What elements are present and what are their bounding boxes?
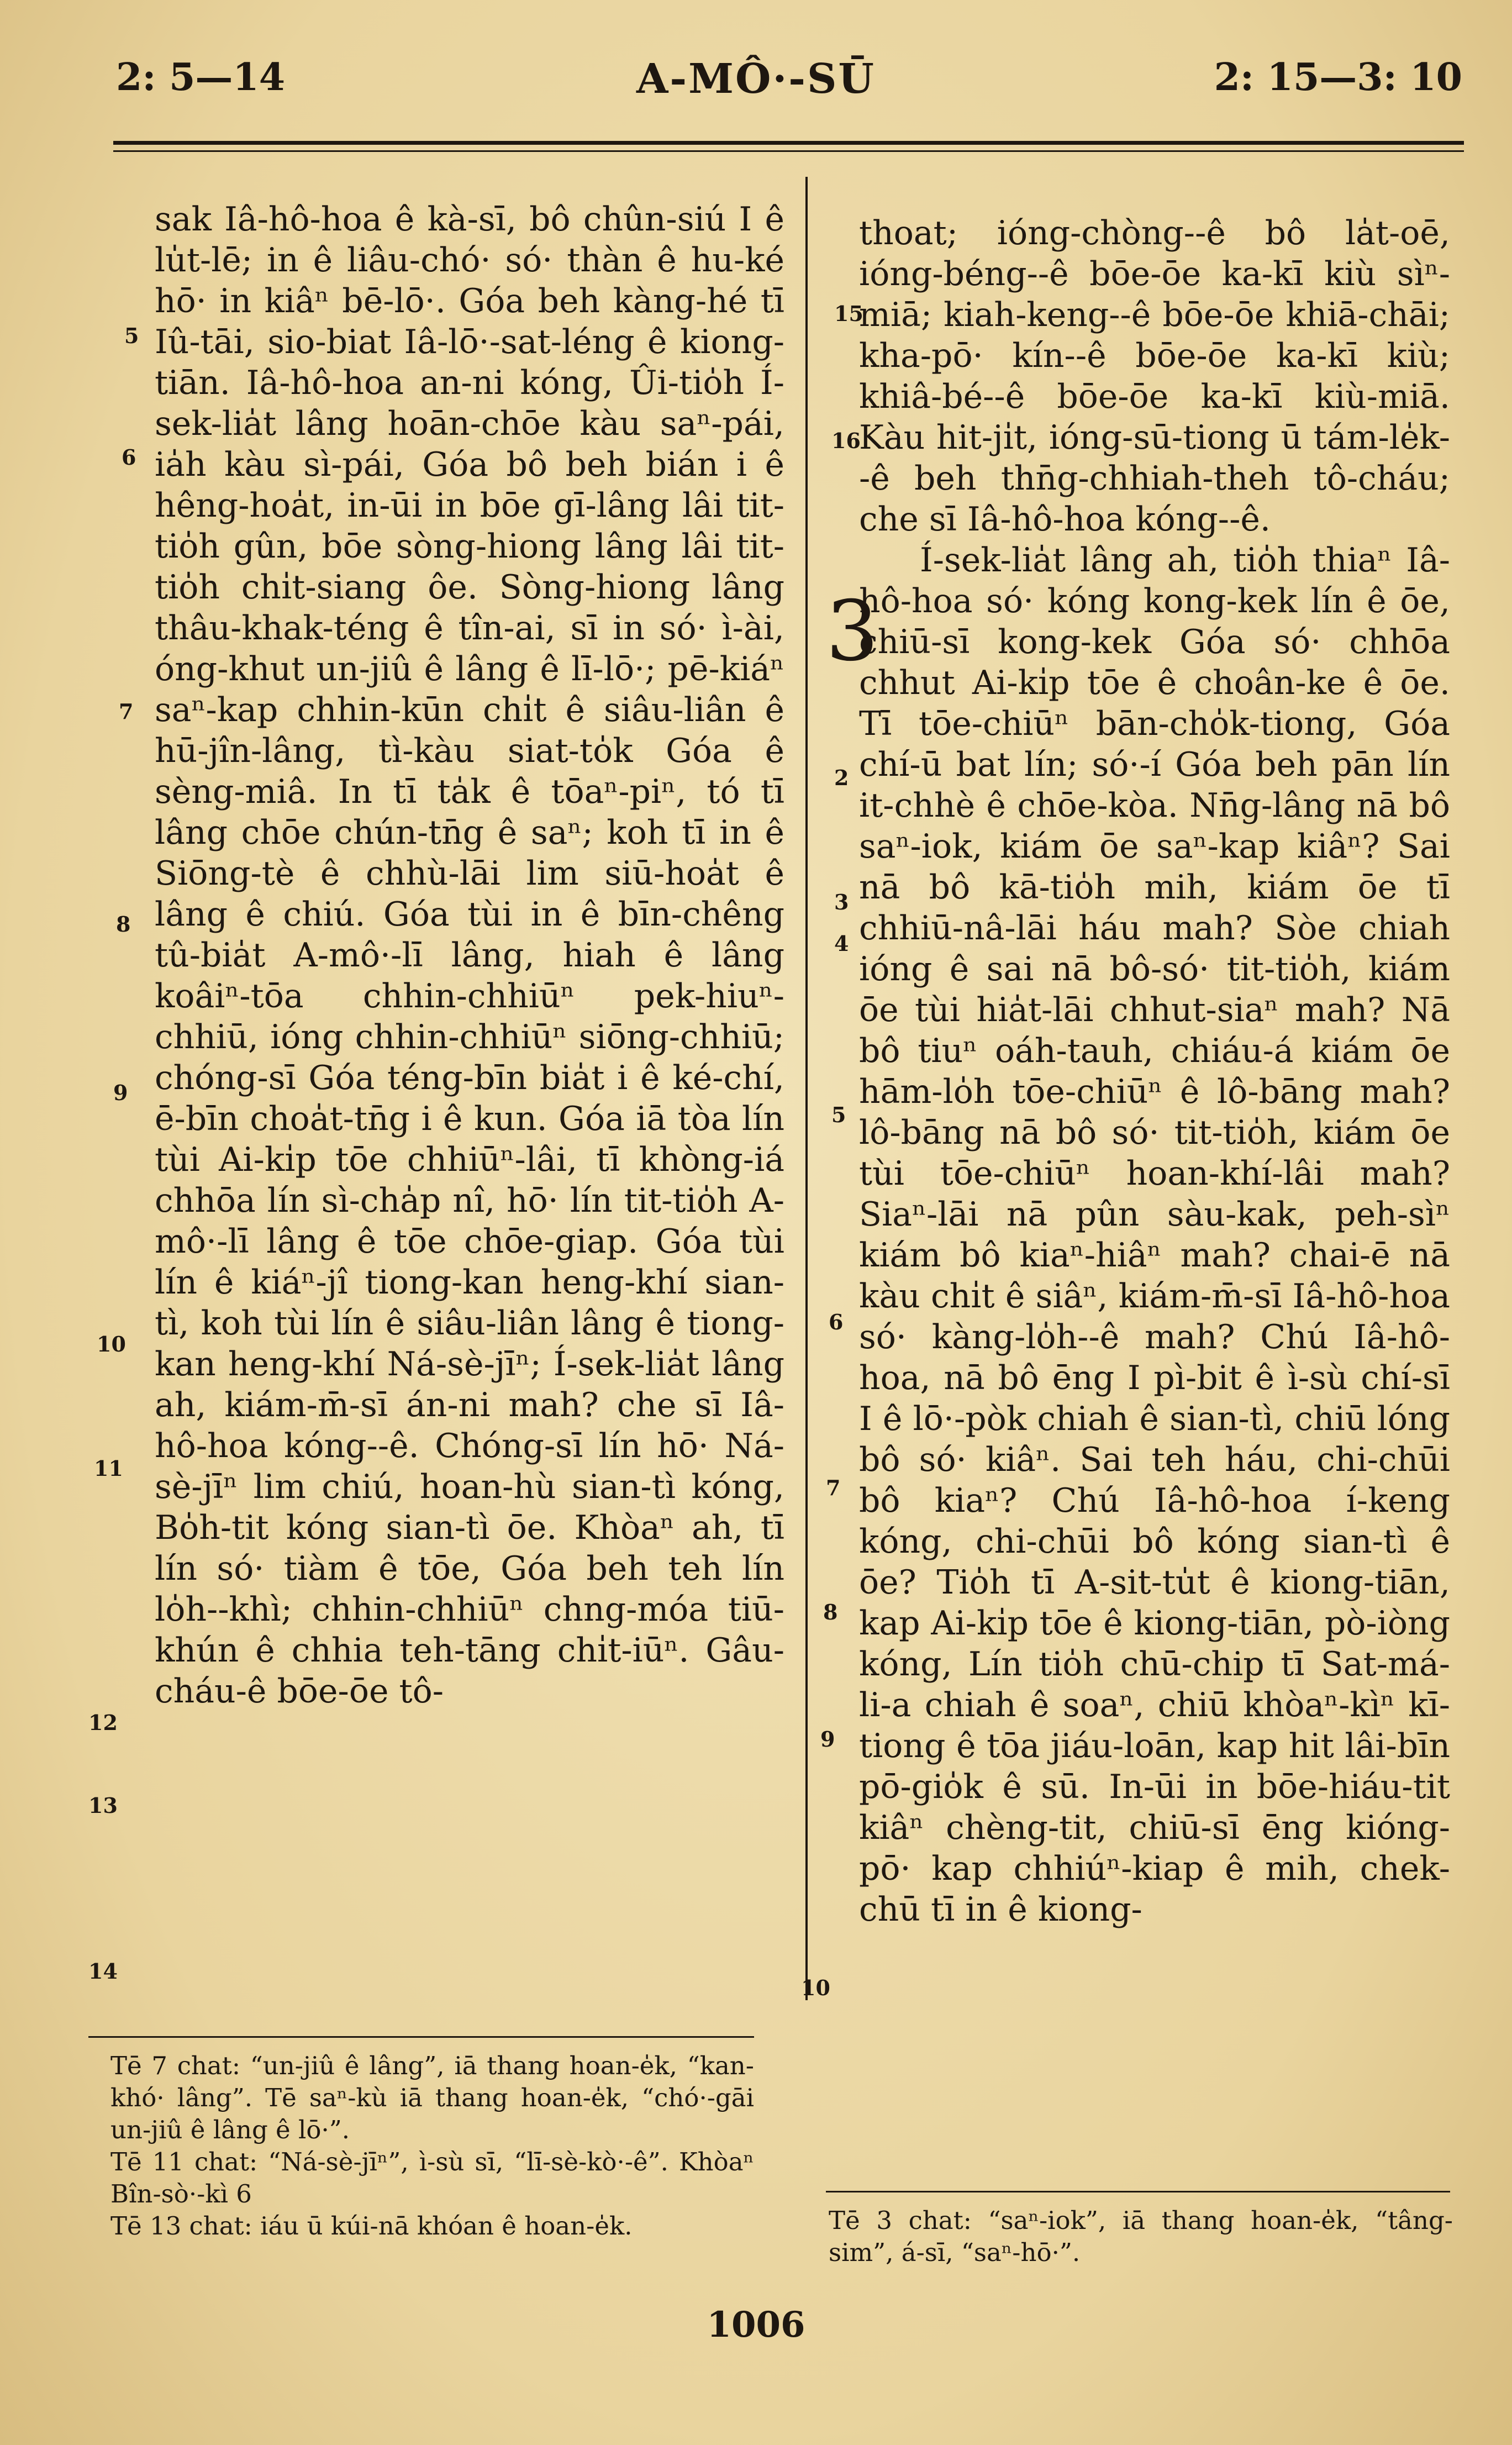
verse-number: 13 xyxy=(88,1793,118,1818)
footnotes-left xyxy=(110,2050,754,2242)
left-column-paragraph: sak Iâ-hô-hoa ê kà-sī, bô chûn-siú I ê lu̍t-lē; in ê liâu-chó· só· thàn ê hu-ké hō· in kiâⁿ bē-lō·. Góa beh kàng-hé tī Iû-tāi, sio-biat Iâ-lō·-sat-léng ê kiong-tiān. Iâ-hô-hoa an-ni kóng, Ûi-tio̍h Í-sek-lia̍t lâng hoān-chōe kàu saⁿ-pái, ia̍h kàu sì-pái, Góa bô beh bián i ê hêng-hoa̍t, in-ūi in bōe gī-lâng lâi tit-tio̍h gûn, bōe sòng-hiong lâng lâi tit-tio̍h chi̍t-siang ôe. Sòng-hiong lâng thâu-khak-téng ê tîn-ai, sī in só· ì-ài, óng-khut un-jiû ê lâng ê lī-lō·; pē-kiáⁿ saⁿ-kap chhin-kūn chi̍t ê siâu-liân ê hū-jîn-lâng, tì-kàu siat-to̍k Góa ê sèng-miâ. In tī ta̍k ê tōaⁿ-piⁿ, tó tī lâng chōe chún-tn̄g ê saⁿ; koh tī in ê Siōng-tè ê chhù-lāi lim siū-hoa̍t ê lâng ê chiú. Góa tùi in ê bīn-chêng tû-bia̍t A-mô·-lī lâng, hiah ê lâng koâiⁿ-tōa chhin-chhiūⁿ pek-hiuⁿ-chhiū, ióng chhin-chhiūⁿ siōng-chhiū; chóng-sī Góa téng-bīn bia̍t i ê ké-chí, ē-bīn choa̍t-tn̄g i ê kun. Góa iā tòa lín tùi Ai-ki̍p tōe chhiūⁿ-lâi, tī khòng-iá chhōa lín sì-cha̍p nî, hō· lín tit-tio̍h A-mô·-lī lâng ê tōe chōe-giap. Góa tùi lín ê kiáⁿ-jî tiong-kan heng-khí sian-tì, koh tùi lín ê siâu-liân lâng ê tiong-kan heng-khí Ná-sè-jīⁿ; Í-sek-lia̍t lâng ah, kiám-m̄-sī án-ni mah? che sī Iâ-hô-hoa kóng--ê. Chóng-sī lín hō· Ná-sè-jīⁿ lim chiú, hoan-hù sian-tì kóng, Bo̍h-tit kóng sian-tì ōe. Khòaⁿ ah, tī lín só· tiàm ê tōe, Góa beh teh lín lo̍h--khì; chhin-chhiūⁿ chng-móa tiū-khún ê chhia teh-tāng chi̍t-iūⁿ. Gâu-cháu-ê bōe-ōe tô- xyxy=(155,200,784,1711)
verse-number: 16 xyxy=(831,428,861,453)
verse-number: 4 xyxy=(834,931,849,956)
footnote: Tē 3 chat: “saⁿ-iok”, iā thang hoan-e̍k, “tâng-sim”, á-sī, “saⁿ-hō·”. xyxy=(829,2206,1453,2267)
footnote-rule-left xyxy=(88,2036,754,2038)
verse-number: 5 xyxy=(831,1102,846,1127)
verse-number: 7 xyxy=(119,699,134,724)
chapter-number: 3 xyxy=(826,583,879,680)
footnotes-right xyxy=(829,2205,1453,2269)
header-verse-range-left: 2: 5—14 xyxy=(116,55,286,99)
footnote: Tē 7 chat: “un-jiû ê lâng”, iā thang hoan-e̍k, “kan-khó· lâng”. Tē saⁿ-kù iā thang hoan-e̍k, “chó·-gāi un-jiû ê lâng ê lō·”. xyxy=(110,2051,754,2144)
verse-number: 5 xyxy=(124,323,139,348)
verse-number: 10 xyxy=(97,1332,126,1356)
page-number: 1006 xyxy=(707,2304,805,2346)
header-book-title: A-MÔ·-SŪ xyxy=(636,55,876,103)
verse-number: 15 xyxy=(834,301,863,326)
verse-number: 9 xyxy=(820,1727,835,1752)
verse-number: 11 xyxy=(94,1456,123,1481)
verse-number: 6 xyxy=(829,1310,844,1334)
verse-number: 2 xyxy=(834,765,849,790)
verse-number: 12 xyxy=(88,1710,118,1735)
footnote: Tē 13 chat: iáu ū kúi-nā khóan ê hoan-e̍k. xyxy=(110,2211,633,2241)
verse-number: 8 xyxy=(823,1600,838,1624)
verse-number: 6 xyxy=(122,445,136,470)
column-divider xyxy=(805,177,808,2000)
right-column-paragraph-before-chapter: thoat; ióng-chòng--ê bô la̍t-oē, ióng-béng--ê bōe-ōe ka-kī kiù sìⁿ-miā; kiah-keng--ê bōe-ōe khiā-chāi; kha-pō· kín--ê bōe-ōe ka-kī kiù; khiâ-bé--ê bōe-ōe ka-kī kiù-miā. Kàu hit-ji̍t, ióng-sū-tiong ū tám-le̍k--ê beh thn̄g-chhiah-theh tô-cháu; che sī Iâ-hô-hoa kóng--ê. xyxy=(859,214,1450,539)
verse-number: 14 xyxy=(88,1959,118,1984)
right-column-text xyxy=(859,213,1450,1930)
verse-number: 3 xyxy=(834,890,849,914)
header-rule-thick xyxy=(113,141,1464,145)
verse-number: 9 xyxy=(113,1080,128,1105)
verse-number: 8 xyxy=(116,912,131,937)
footnote: Tē 11 chat: “Ná-sè-jīⁿ”, ì-sù sī, “lī-sè-kò·-ê”. Khòaⁿ Bîn-sò·-kì 6 xyxy=(110,2147,754,2209)
right-column-paragraph-chapter-3: Í-sek-lia̍t lâng ah, tio̍h thiaⁿ Iâ-hô-hoa só· kóng kong-kek lín ê ōe, chiū-sī kong-kek Góa só· chhōa chhut Ai-ki̍p tōe ê choân-ke ê ōe. Tī tōe-chiūⁿ bān-cho̍k-tiong, Góa chí-ū bat lín; só·-í Góa beh pān lín it-chhè ê chōe-kòa. Nn̄g-lâng nā bô saⁿ-iok, kiám ōe saⁿ-kap kiâⁿ? Sai nā bô kā-tio̍h mih, kiám ōe tī chhiū-nâ-lāi háu mah? Sòe chiah ióng ê sai nā bô-só· tit-tio̍h, kiám ōe tùi hia̍t-lāi chhut-siaⁿ mah? Nā bô tiuⁿ oáh-tauh, chiáu-á kiám ōe hām-lo̍h tōe-chiūⁿ ê lô-bāng mah? lô-bāng nā bô só· tit-tio̍h, kiám ōe tùi tōe-chiūⁿ hoan-khí-lâi mah? Siaⁿ-lāi nā pûn sàu-kak, peh-sìⁿ kiám bô kiaⁿ-hiâⁿ mah? chai-ē nā kàu chi̍t ê siâⁿ, kiám-m̄-sī Iâ-hô-hoa só· kàng-lo̍h--ê mah? Chú Iâ-hô-hoa, nā bô ēng I pì-bit ê ì-sù chí-sī I ê lō·-pòk chiah ê sian-tì, chiū lóng bô só· kiâⁿ. Sai teh háu, chi-chūi bô kiaⁿ? Chú Iâ-hô-hoa í-keng kóng, chi-chūi bô kóng sian-tì ê ōe? Tio̍h tī A-sit-tu̍t ê kiong-tiān, kap Ai-ki̍p tōe ê kiong-tiān, pò-iòng kóng, Lín tio̍h chū-chip tī Sat-má-li-a chiah ê soaⁿ, chiū khòaⁿ-kìⁿ kī-tiong ê tōa jiáu-loān, kap hit lâi-bīn pō-gio̍k ê sū. In-ūi in bōe-hiáu-tit kiâⁿ chèng-tit, chiū-sī ēng kióng-pō· kap chhiúⁿ-kiap ê mih, chek-chū tī in ê kiong- xyxy=(859,541,1450,1929)
header-verse-range-right: 2: 15—3: 10 xyxy=(1214,55,1462,99)
left-column-text xyxy=(155,199,784,1712)
footnote-rule-right xyxy=(826,2191,1450,2192)
verse-number: 10 xyxy=(801,1975,830,2000)
verse-number: 7 xyxy=(826,1475,841,1500)
header-rule-thin xyxy=(113,150,1464,152)
